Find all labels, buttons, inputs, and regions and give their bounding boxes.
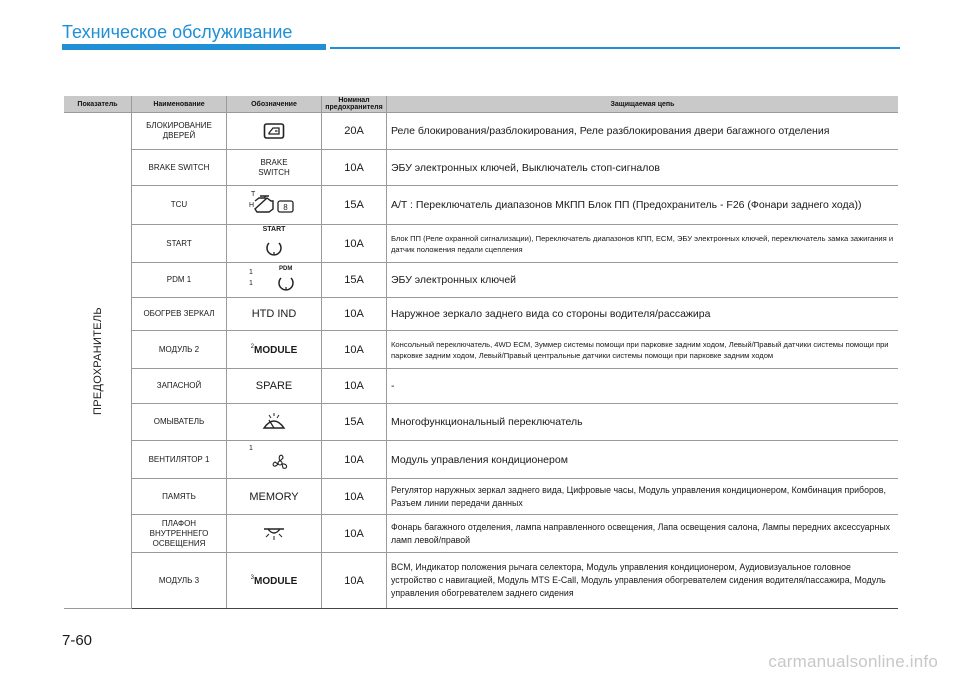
fuse-circuit: Блок ПП (Реле охранной сигнализации), Переключатель диапазонов КПП, ECM, ЭБУ электронных ключей, переключатель замка зажигания и датчик положения педали сцепления bbox=[387, 225, 899, 263]
fuse-symbol bbox=[227, 150, 322, 186]
fuse-rating: 15A bbox=[322, 404, 387, 441]
fuse-rating: 20A bbox=[322, 113, 387, 150]
fuse-name: ОБОГРЕВ ЗЕРКАЛ bbox=[132, 298, 227, 331]
symbol-label: START bbox=[262, 226, 286, 233]
symbol-label: MODULE bbox=[254, 575, 298, 587]
symbol-superscript: 2 bbox=[250, 343, 254, 350]
fuse-rating: 15A bbox=[322, 263, 387, 298]
fuse-name: ПЛАФОН ВНУТРЕННЕГО ОСВЕЩЕНИЯ bbox=[132, 515, 227, 553]
symbol-superscript: 3 bbox=[250, 574, 254, 581]
fuse-circuit: A/T : Переключатель диапазонов МКПП Блок ПП (Предохранитель - F26 (Фонари заднего хода)) bbox=[387, 186, 899, 225]
pdm-icon bbox=[276, 277, 296, 289]
table-row bbox=[64, 441, 898, 479]
fuse-rating: 10A bbox=[322, 479, 387, 515]
fuse-rating: 10A bbox=[322, 515, 387, 553]
group-label: ПРЕДОХРАНИТЕЛЬ bbox=[91, 306, 104, 415]
column-header: Номинал предохранителя bbox=[322, 96, 387, 113]
fuse-circuit: Фонарь багажного отделения, лампа направленного освещения, Лапа освещения салона, Лампы передних аксессуарных ламп левой/правой bbox=[387, 515, 899, 553]
fuse-table bbox=[64, 96, 898, 609]
fuse-rating: 10A bbox=[322, 441, 387, 479]
table-row bbox=[64, 186, 898, 225]
svg-text:8: 8 bbox=[283, 203, 288, 212]
fuse-name: ПАМЯТЬ bbox=[132, 479, 227, 515]
header-rule bbox=[330, 47, 900, 49]
fuse-name: МОДУЛЬ 3 bbox=[132, 553, 227, 609]
fuse-name: TCU bbox=[132, 186, 227, 225]
page-title: Техническое обслуживание bbox=[62, 22, 293, 42]
header-accent-bar bbox=[62, 44, 326, 50]
fuse-symbol bbox=[227, 186, 322, 225]
fuse-name: ВЕНТИЛЯТОР 1 bbox=[132, 441, 227, 479]
fuse-name: ЗАПАСНОЙ bbox=[132, 369, 227, 404]
fuse-rating: 10A bbox=[322, 298, 387, 331]
fuse-symbol bbox=[227, 404, 322, 441]
table-row bbox=[64, 479, 898, 515]
fuse-circuit: Реле блокирования/разблокирования, Реле разблокирования двери багажного отделения bbox=[387, 113, 899, 150]
engine-transmission-icon bbox=[251, 199, 297, 211]
table-row bbox=[64, 150, 898, 186]
fuse-rating: 10A bbox=[322, 331, 387, 369]
fuse-symbol: HTD IND bbox=[227, 298, 322, 331]
fuse-symbol bbox=[227, 225, 322, 263]
fuse-symbol bbox=[227, 331, 322, 369]
table-row bbox=[64, 404, 898, 441]
fuse-circuit: ЭБУ электронных ключей bbox=[387, 263, 899, 298]
fuse-rating: 10A bbox=[322, 150, 387, 186]
fuse-circuit: Наружное зеркало заднего вида со стороны водителя/рассажира bbox=[387, 298, 899, 331]
symbol-label: MODULE bbox=[254, 344, 298, 356]
fuse-name: START bbox=[132, 225, 227, 263]
table-row bbox=[64, 298, 898, 331]
symbol-mark: T bbox=[251, 191, 256, 198]
table-row bbox=[64, 331, 898, 369]
door-lock-icon bbox=[263, 125, 285, 137]
column-header: Защищаемая цепь bbox=[387, 96, 899, 113]
fuse-rating: 10A bbox=[322, 225, 387, 263]
fuse-symbol: MEMORY bbox=[227, 479, 322, 515]
symbol-superscript: 1 bbox=[249, 445, 253, 452]
fuse-circuit: Консольный переключатель, 4WD ECM, Зуммер системы помощи при парковке задним ходом, Левый/Правый датчики системы помощи при парковке задним ходом, Левый/Правый центральные датчики системы помощи при парковке задним ходом bbox=[387, 331, 899, 369]
fuse-symbol bbox=[227, 515, 322, 553]
fuse-circuit: ЭБУ электронных ключей, Выключатель стоп-сигналов bbox=[387, 150, 899, 186]
column-header: Обозначение bbox=[227, 96, 322, 113]
fuse-symbol bbox=[227, 441, 322, 479]
start-icon bbox=[264, 241, 284, 253]
fuse-circuit: Модуль управления кондиционером bbox=[387, 441, 899, 479]
fuse-name: BRAKE SWITCH bbox=[132, 150, 227, 186]
washer-icon bbox=[261, 416, 287, 428]
table-row bbox=[64, 113, 898, 150]
table-row bbox=[64, 553, 898, 609]
fuse-symbol bbox=[227, 553, 322, 609]
fuse-name: БЛОКИРОВАНИЕ ДВЕРЕЙ bbox=[132, 113, 227, 150]
table-row bbox=[64, 225, 898, 263]
fuse-circuit: Регулятор наружных зеркал заднего вида, Цифровые часы, Модуль управления кондиционером, Комбинация приборов, Разъем линии передачи данных bbox=[387, 479, 899, 515]
symbol-label: PDM bbox=[279, 266, 293, 272]
fuse-rating: 10A bbox=[322, 369, 387, 404]
table-row bbox=[64, 369, 898, 404]
fuse-name: МОДУЛЬ 2 bbox=[132, 331, 227, 369]
fuse-name: PDM 1 bbox=[132, 263, 227, 298]
watermark: carmanualsonline.info bbox=[768, 652, 938, 671]
fuse-rating: 15A bbox=[322, 186, 387, 225]
fuse-circuit: - bbox=[387, 369, 899, 404]
fuse-circuit: Многофункциональный переключатель bbox=[387, 404, 899, 441]
fuse-name: ОМЫВАТЕЛЬ bbox=[132, 404, 227, 441]
symbol-mark: 1 bbox=[249, 280, 253, 287]
fuse-symbol: SPARE bbox=[227, 369, 322, 404]
fuse-circuit: BCM, Индикатор положения рычага селектора, Модуль управления кондиционером, Аудиовизуальное головное устройство с навигацией, Модуль MTS E-Call, Модуль управления обогревателем сидения водителя/пассажира, Модуль управления обогревателем заднего сидения bbox=[387, 553, 899, 609]
symbol-mark: 1 bbox=[249, 269, 253, 276]
column-header: Показатель bbox=[64, 96, 132, 113]
table-row bbox=[64, 515, 898, 553]
table-row bbox=[64, 263, 898, 298]
symbol-label: BRAKE SWITCH bbox=[258, 157, 290, 177]
table-header-row bbox=[64, 96, 898, 113]
column-header: Наименование bbox=[132, 96, 227, 113]
fuse-rating: 10A bbox=[322, 553, 387, 609]
symbol-mark: H bbox=[249, 202, 255, 209]
fan-icon bbox=[268, 456, 292, 468]
room-lamp-icon bbox=[260, 527, 288, 539]
page-number: 7-60 bbox=[62, 632, 93, 649]
fuse-symbol bbox=[227, 263, 322, 298]
fuse-symbol bbox=[227, 113, 322, 150]
group-cell bbox=[64, 113, 132, 609]
